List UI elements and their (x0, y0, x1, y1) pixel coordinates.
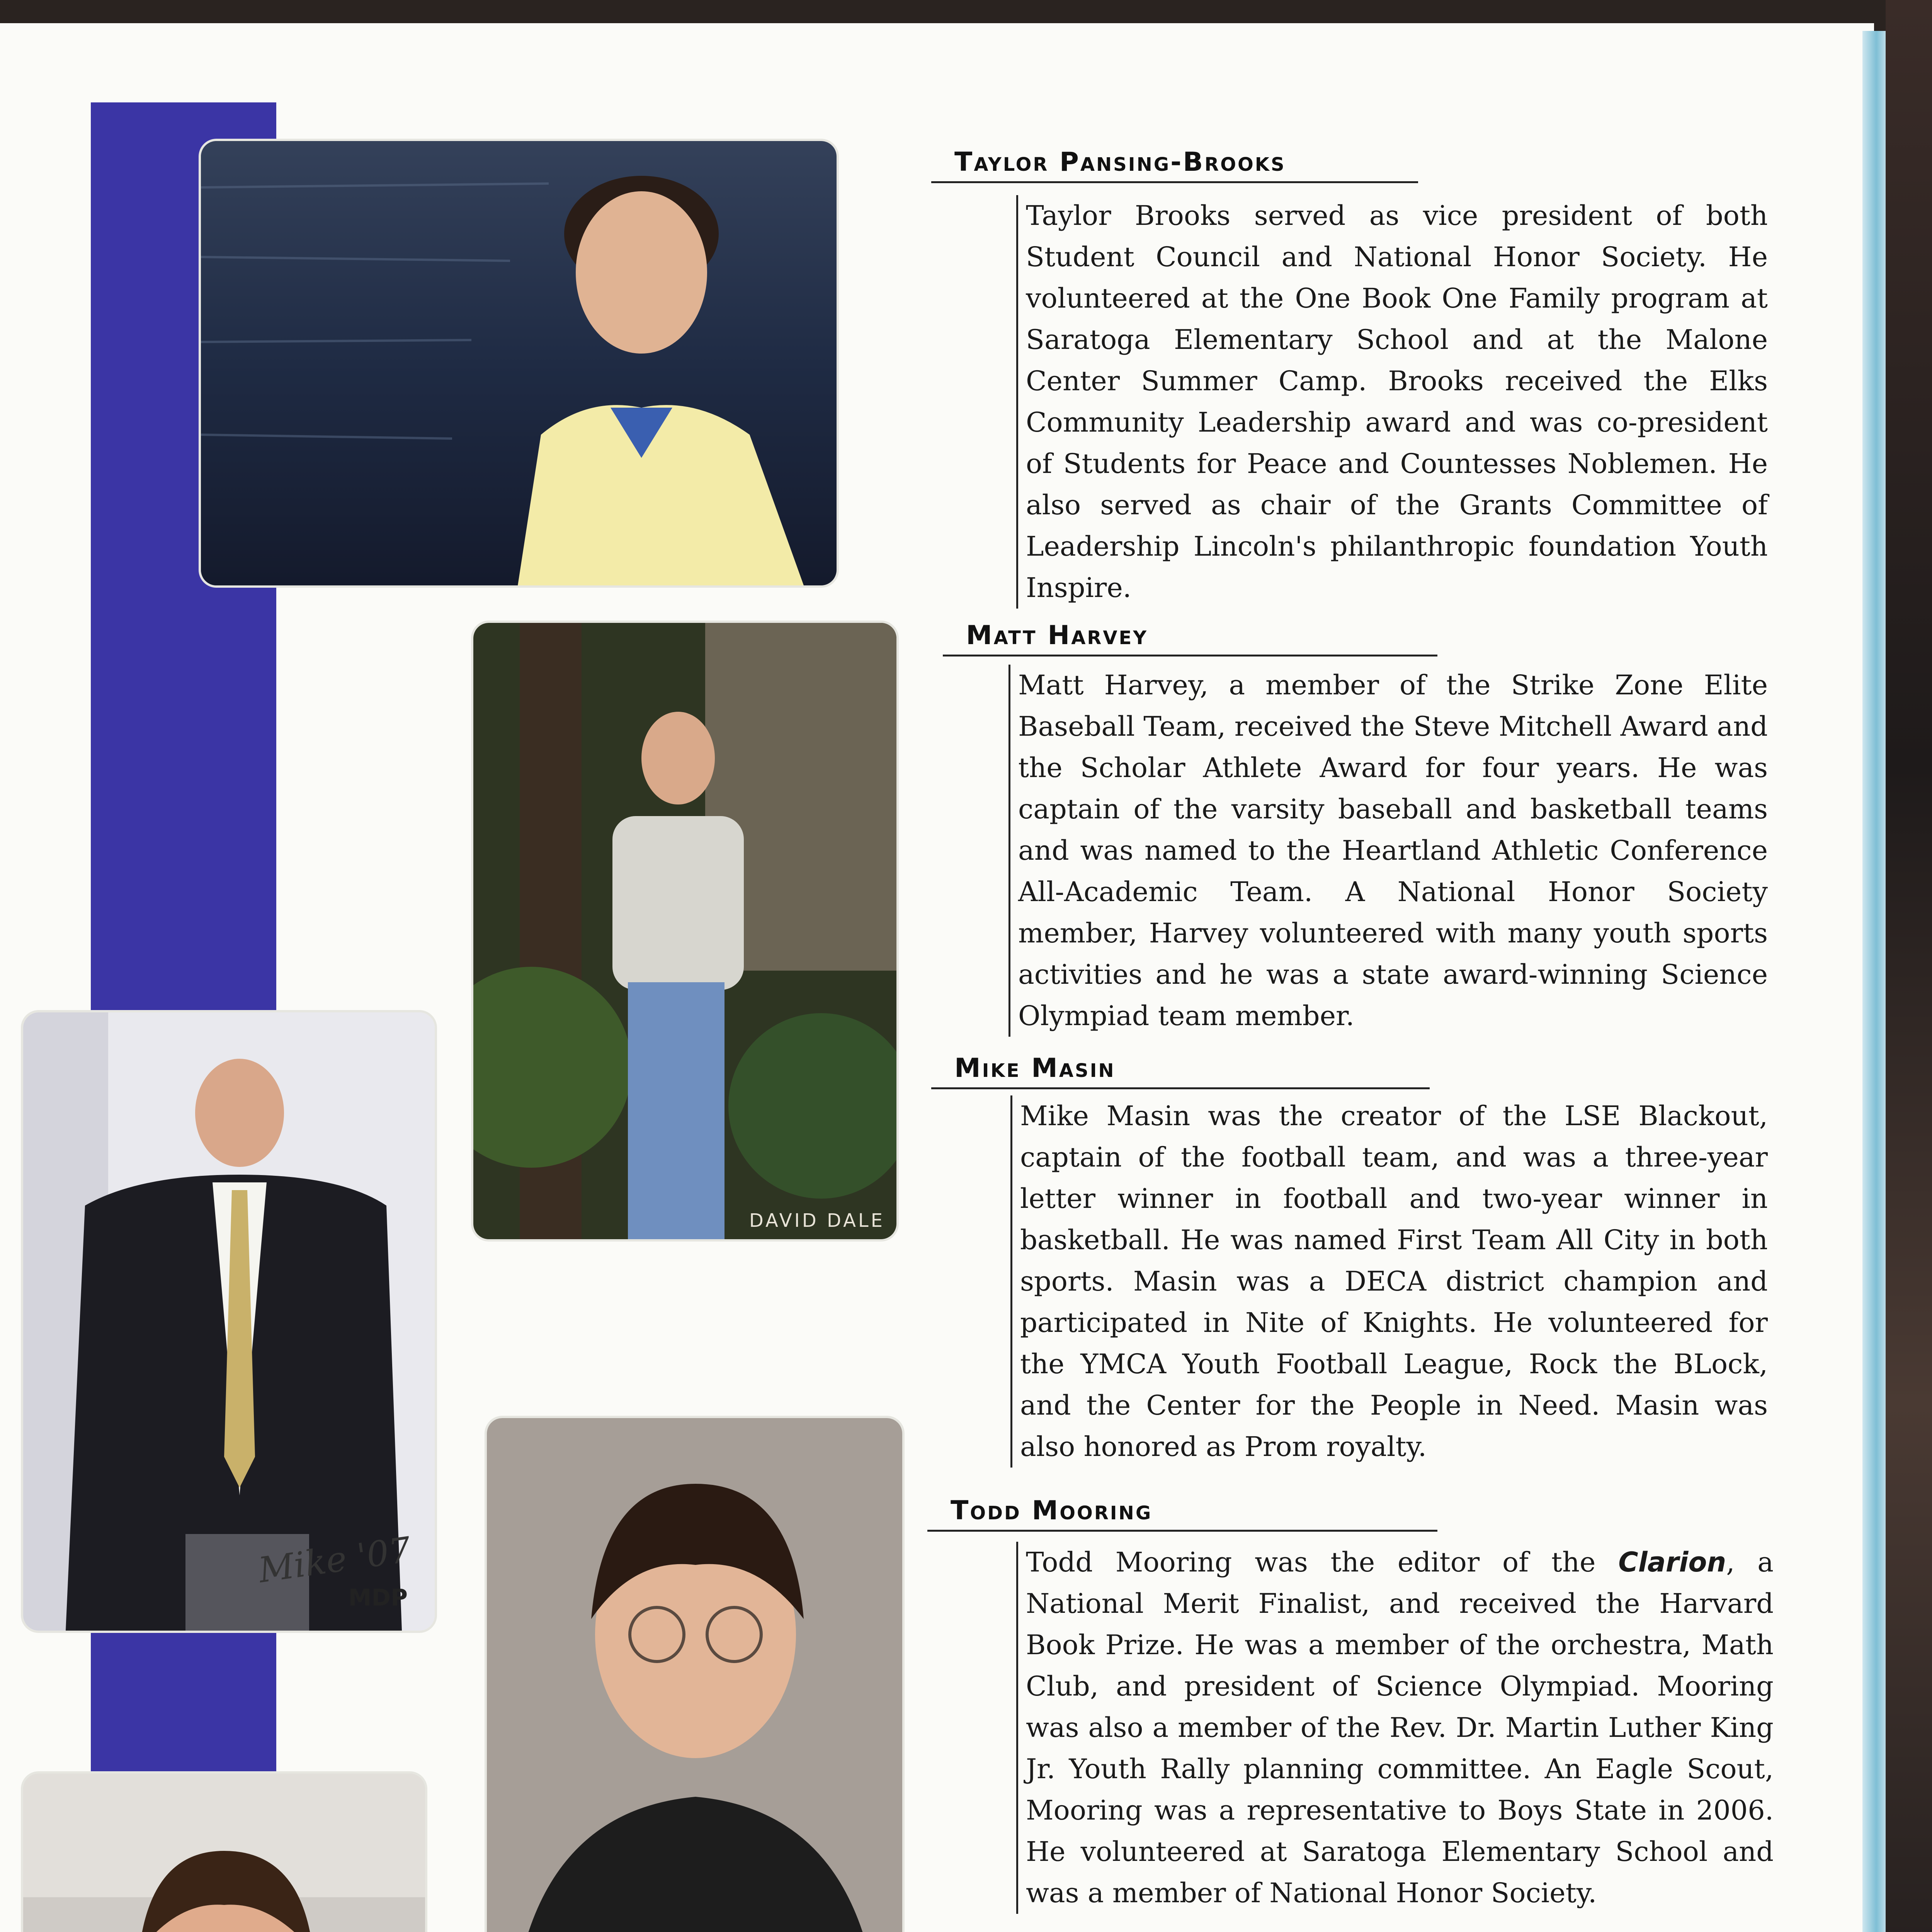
portrait-image (23, 1774, 425, 1932)
entry-bio-matt-harvey: Matt Harvey, a member of the Strike Zone Elite Baseball Team, received the Steve Mitchell Award and the Scholar Athlete Award for four years. He was captain of the varsity baseball and basketball teams and was named to the Heartland Athletic Conference All-Academic Team. A National Honor Society member, Harvey volunteered with many youth sports activities and he was a state award-winning Science Olympiad team member. (1009, 665, 1768, 1037)
page-edge (1862, 31, 1886, 1932)
entry-name-mike-masin: Mike Masin (931, 1053, 1430, 1089)
photo-matt-harvey (473, 623, 896, 1239)
portrait-image (473, 623, 896, 1239)
portrait-image (487, 1418, 902, 1932)
photo-studio-mark: MDP (348, 1584, 408, 1611)
entry-name-matt-harvey: Matt Harvey (943, 620, 1437, 656)
photo-theodore-stuckey (23, 1774, 425, 1932)
portrait-image (201, 141, 837, 585)
bio-text-end: , a National Merit Finalist, and received the Harvard Book Prize. He was a member of the orchestra, Math Club, and president of Science Olympiad. Mooring was also a member of the Rev. Dr. Martin Luther King Jr. Youth Rally planning committee. An Eagle Scout, Mooring was a representative to Boys State in 2006. He volunteered at Saratoga Elementary School and was a member of National Honor Society. (1026, 1546, 1774, 1909)
entry-name-taylor-pansing-brooks: Taylor Pansing-Brooks (931, 147, 1418, 183)
entry-bio-mike-masin: Mike Masin was the creator of the LSE Blackout, captain of the football team, and was a three-year letter winner in football and two-year winner in basketball. He was named First Team All City in both sports. Masin was a DECA district champion and participated in Nite of Knights. He volunteered for the YMCA Youth Football League, Rock the BLock, and the Center for the People in Need. Masin was also honored as Prom royalty. (1010, 1095, 1768, 1468)
newspaper-name: Clarion (1618, 1546, 1726, 1578)
bio-text-start: Todd Mooring was the editor of the (1026, 1546, 1619, 1578)
photo-signature: Mike '07 (256, 1529, 414, 1591)
photo-credit: DAVID DALE (749, 1210, 885, 1231)
photo-taylor-pansing-brooks (201, 141, 837, 585)
entry-bio-todd-mooring (1016, 1542, 1774, 1914)
photo-todd-mooring (487, 1418, 902, 1932)
entry-bio-taylor-pansing-brooks: Taylor Brooks served as vice president of both Student Council and National Honor Society. He volunteered at the One Book One Family program at Saratoga Elementary School and at the Malone Center Summer Camp. Brooks received the Elks Community Leadership award and was co-president of Students for Peace and Countesses Noblemen. He also served as chair of the Grants Committee of Leadership Lincoln's philanthropic foundation Youth Inspire. (1016, 195, 1768, 609)
book-cover-background (1886, 0, 1932, 1932)
photo-mike-masin (23, 1012, 435, 1631)
entry-name-todd-mooring: Todd Mooring (927, 1495, 1437, 1532)
